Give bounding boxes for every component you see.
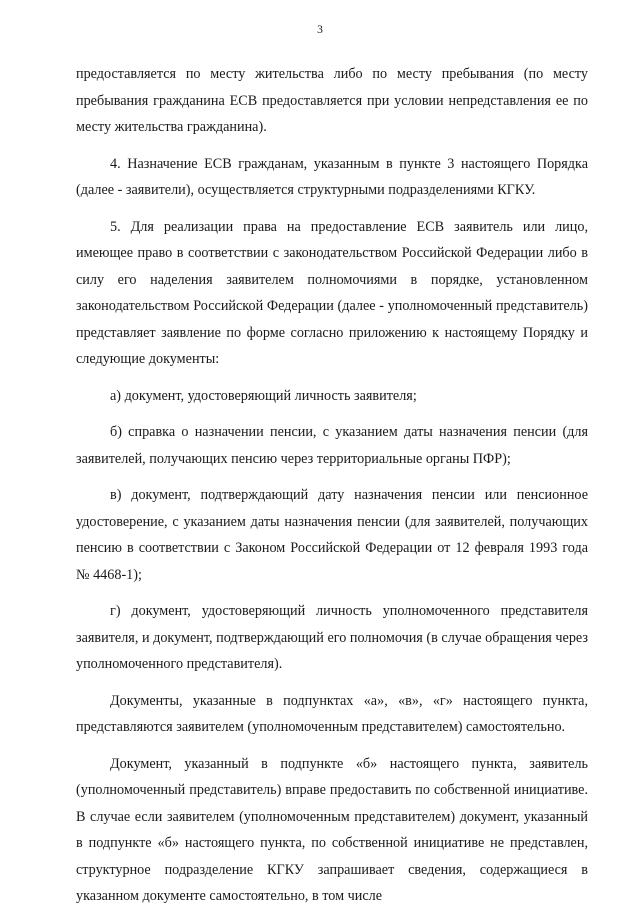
page-number: 3 [317, 24, 323, 36]
list-item-b: б) справка о назначении пенсии, с указанием даты назначения пенсии (для заявителей, получающих пенсию через территориальные органы ПФР); [76, 424, 588, 467]
paragraph-item-4: 4. Назначение ЕСВ гражданам, указанным в пункте 3 настоящего Порядка (далее - заявители), осуществляется структурными подразделениями КГКУ. [76, 155, 588, 198]
paragraph-document-b: Документ, указанный в подпункте «б» настоящего пункта, заявитель (уполномоченный представитель) вправе предоставить по собственной инициативе. В случае если заявителем (уполномоченным представителем) документ, указанный в подпункте «б» настоящего пункта, по собственной инициативе не представлен, структурное подразделение КГКУ запрашивает сведения, содержащиеся в указанном документе самостоятельно, в том числе [76, 755, 588, 904]
list-item-g: г) документ, удостоверяющий личность уполномоченного представителя заявителя, и документ, подтверждающий его полномочия (в случае обращения через уполномоченного представителя). [76, 603, 588, 672]
list-item-v: в) документ, подтверждающий дату назначения пенсии или пенсионное удостоверение, с указанием даты назначения пенсии (для заявителей, получающих пенсию в соответствии с Законом Российской Федерации от 12 февраля 1993 года № 4468-1); [76, 487, 588, 583]
list-item-a: а) документ, удостоверяющий личность заявителя; [110, 387, 417, 404]
paragraph-continuation: предоставляется по месту жительства либо по месту пребывания (по месту пребывания гражданина ЕСВ предоставляется при условии непредставления ее по месту жительства гражданина). [76, 66, 588, 135]
paragraph-documents-self: Документы, указанные в подпунктах «а», «в», «г» настоящего пункта, представляются заявителем (уполномоченным представителем) самостоятельно. [76, 692, 588, 735]
document-body [76, 61, 588, 912]
paragraph-item-5: 5. Для реализации права на предоставление ЕСВ заявитель или лицо, имеющее право в соответствии с законодательством Российской Федерации либо в силу его наделения заявителем полномочиями в порядке, установленном законодательством Российской Федерации (далее - уполномоченный представитель) представляет заявление по форме согласно приложению к настоящему Порядку и следующие документы: [76, 218, 588, 367]
